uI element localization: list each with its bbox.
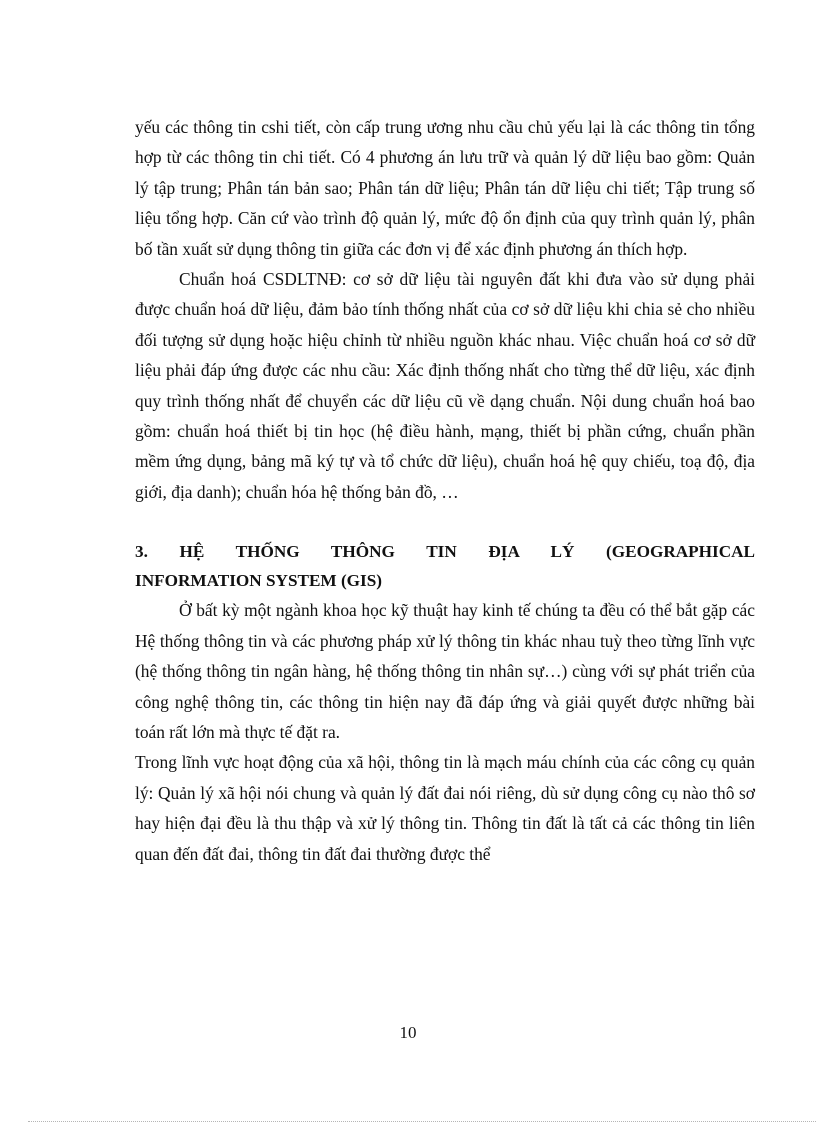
paragraph-standardization: Chuẩn hoá CSDLTNĐ: cơ sở dữ liệu tài nguyên đất khi đưa vào sử dụng phải được chuẩn hoá dữ liệu, đảm bảo tính thống nhất của cơ sở dữ liệu khi chia sẻ cho nhiều đối tượng sử dụng hoặc hiệu chỉnh từ nhiều nguồn khác nhau. Việc chuẩn hoá cơ sở dữ liệu phải đáp ứng được các nhu cầu: Xác định thống nhất cho từng thể dữ liệu, xác định quy trình thống nhất để chuyển các dữ liệu cũ về dạng chuẩn. Nội dung chuẩn hoá bao gồm: chuẩn hoá thiết bị tin học (hệ điều hành, mạng, thiết bị phần cứng, chuẩn phần mềm ứng dụng, bảng mã ký tự và tổ chức dữ liệu), chuẩn hoá hệ quy chiếu, toạ độ, địa giới, địa danh); chuẩn hóa hệ thống bản đồ, … xyxy=(135,269,755,502)
page-content xyxy=(135,112,755,869)
section-heading-line-2: INFORMATION SYSTEM (GIS) xyxy=(135,571,383,591)
section-heading xyxy=(135,537,755,595)
page-bottom-divider xyxy=(28,1121,816,1122)
paragraph-storage-options: yếu các thông tin cshi tiết, còn cấp trung ương nhu cầu chủ yếu lại là các thông tin tổng hợp từ các thông tin chi tiết. Có 4 phương án lưu trữ và quản lý dữ liệu bao gồm: Quản lý tập trung; Phân tán bản sao; Phân tán dữ liệu; Phân tán dữ liệu chi tiết; Tập trung số liệu tổng hợp. Căn cứ vào trình độ quản lý, mức độ ổn định của quy trình quản lý, phân bố tần xuất sử dụng thông tin giữa các đơn vị để xác định phương án thích hợp. xyxy=(135,117,755,259)
page-number: 10 xyxy=(399,1023,417,1042)
section-heading-line-1: 3. HỆ THỐNG THÔNG TIN ĐỊA LÝ (GEOGRAPHICAL xyxy=(135,542,755,562)
section-gap xyxy=(135,507,755,537)
paragraph-gis-intro: Ở bất kỳ một ngành khoa học kỹ thuật hay kinh tế chúng ta đều có thể bắt gặp các Hệ thống thông tin và các phương pháp xử lý thông tin khác nhau tuỳ theo từng lĩnh vực (hệ thống thông tin ngân hàng, hệ thống thông tin nhân sự…) cùng với sự phát triển của công nghệ thông tin, các thông tin hiện nay đã đáp ứng và giải quyết được những bài toán rất lớn mà thực tế đặt ra. xyxy=(135,600,755,742)
paragraph-land-information: Trong lĩnh vực hoạt động của xã hội, thông tin là mạch máu chính của các công cụ quản lý: Quản lý xã hội nói chung và quản lý đất đai nói riêng, dù sử dụng công cụ nào thô sơ hay hiện đại đều là thu thập và xử lý thông tin. Thông tin đất là tất cả các thông tin liên quan đến đất đai, thông tin đất đai thường được thể xyxy=(135,752,755,864)
